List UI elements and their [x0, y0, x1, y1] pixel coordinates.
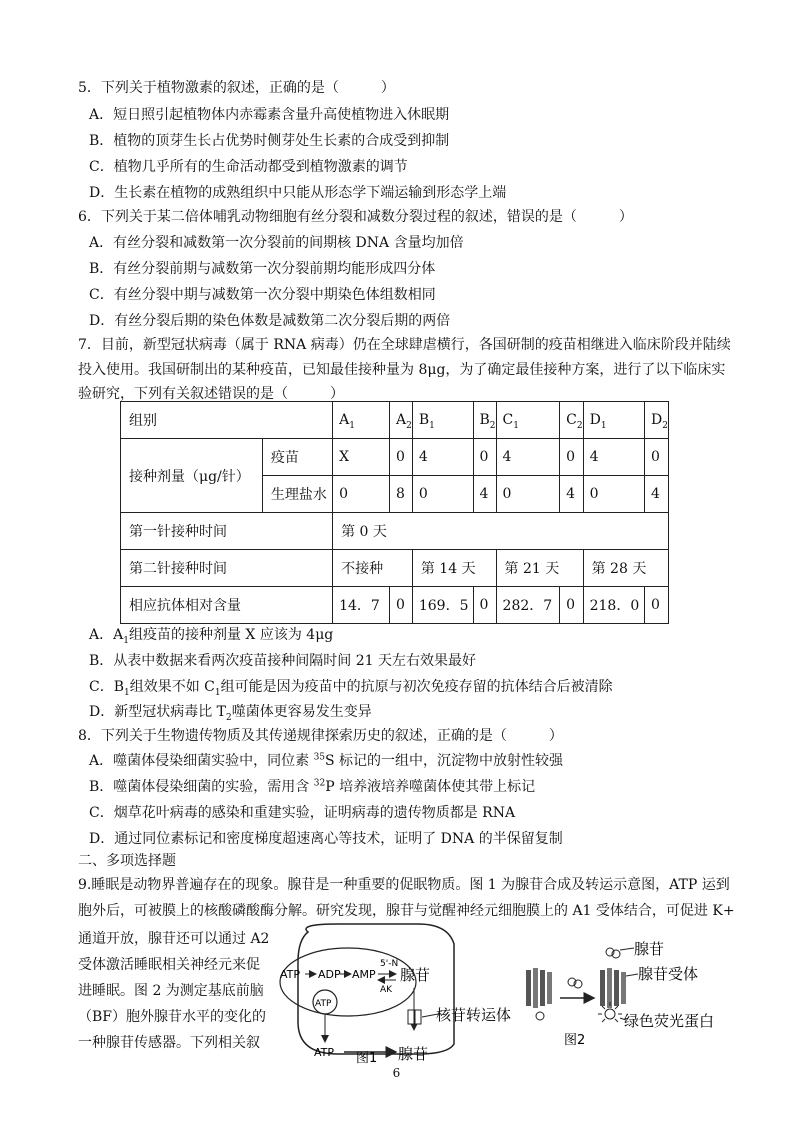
table-cell: 0	[560, 587, 583, 624]
group-b1: $B_1$	[412, 402, 473, 439]
cell-membrane	[298, 924, 454, 1054]
table-cell: 第 28 天	[583, 550, 668, 587]
table-cell: 0	[496, 476, 560, 513]
q8-stem: 8．下列关于生物遗传物质及其传递规律探索历史的叙述，正确的是（ ）	[78, 728, 563, 744]
q6-stem: 6．下列关于某二倍体哺乳动物细胞有丝分裂和减数分裂过程的叙述，错误的是（ ）	[78, 209, 633, 225]
adp-label: ADP	[318, 968, 341, 981]
q6-option-a: A．有丝分裂和减数第一次分裂前的间期核 DNA 含量均加倍	[89, 235, 464, 251]
group-a2: $A_2$	[390, 402, 413, 439]
enzyme-label: 5'-N	[380, 959, 399, 969]
table-cell: 8	[390, 476, 413, 513]
group-a1: $A_1$	[333, 402, 390, 439]
amp-label: AMP	[352, 968, 376, 981]
transporter-label: 核苷转运体	[436, 1006, 512, 1024]
table-cell: 不接种	[333, 550, 413, 587]
table-cell: 4	[583, 439, 644, 476]
group-header: 组别	[121, 402, 333, 439]
group-b2: $B_2$	[473, 402, 496, 439]
second-dose-label: 第二针接种时间	[121, 550, 333, 587]
q8-option-d: D．通过同位素标记和密度梯度超速离心等技术，证明了 DNA 的半保留复制	[89, 831, 563, 847]
table-cell: 14．7	[333, 587, 390, 624]
dose-label: 接种剂量（μg/针）	[121, 439, 263, 513]
q7-option-d: D．新型冠状病毒比 $T_2$噬菌体更容易发生变异	[89, 704, 372, 723]
experiment-table	[120, 401, 669, 624]
transporter-part	[408, 1010, 414, 1024]
table-cell: 4	[496, 439, 560, 476]
q9-side-line: 受体激活睡眠相关神经元来促	[78, 957, 260, 973]
table-cell: 第 14 天	[412, 550, 496, 587]
group-c2: $C_2$	[560, 402, 583, 439]
adenosine-label: 腺苷	[634, 940, 665, 958]
table-cell: 0	[645, 587, 669, 624]
atp-vesicle-label: ATP	[315, 999, 332, 1009]
table-cell: 第 21 天	[496, 550, 583, 587]
table-cell: 0	[390, 587, 413, 624]
q5-option-b: B．植物的顶芽生长占优势时侧芽处生长素的合成受到抑制	[89, 133, 450, 149]
q7-option-b: B．从表中数据来看两次疫苗接种间隔时间 21 天左右效果最好	[89, 653, 477, 669]
saline-label: 生理盐水	[262, 476, 332, 513]
transporter-part	[415, 1010, 421, 1024]
q7-stem-line-2: 投入使用。我国研制出的某种疫苗，已知最佳接种量为 8μg，为了确定最佳接种方案，进行了以下临床实	[78, 362, 726, 378]
leader-line	[626, 974, 638, 976]
table-row-vaccine	[121, 439, 669, 476]
table-cell: 4	[412, 439, 473, 476]
q6-option-b: B．有丝分裂前期与减数第一次分裂前期均能形成四分体	[89, 261, 436, 277]
q5-option-d: D．生长素在植物的成熟组织中只能从形态学下端运输到形态学上端	[89, 185, 507, 201]
group-d2: $D_2$	[645, 402, 669, 439]
q6-option-d: D．有丝分裂后期的染色体数是减数第二次分裂后期的两倍	[89, 313, 451, 329]
section-heading: 二、多项选择题	[78, 853, 176, 869]
table-cell: 4	[473, 476, 496, 513]
table-cell: 0	[473, 587, 496, 624]
q5-option-a: A．短日照引起植物体内赤霉素含量升高使植物进入休眠期	[89, 107, 450, 123]
page-number: 6	[392, 1066, 401, 1080]
table-row-second-dose	[121, 550, 669, 587]
table-row-first-dose	[121, 513, 669, 550]
q9-side-line: 一种腺苷传感器。下列相关叙	[78, 1035, 260, 1051]
q9-line-1: 9.睡眠是动物界普遍存在的现象。腺苷是一种重要的促眠物质。图 1 为腺苷合成及转运示意图，ATP 运到	[78, 877, 730, 893]
leader-line	[620, 948, 634, 950]
receptor-label: 腺苷受体	[638, 965, 699, 983]
adenosine-outer-label: 腺苷	[398, 1045, 429, 1063]
q5-stem: 5．下列关于植物激素的叙述，正确的是（ ）	[78, 80, 395, 96]
q8-option-a: A．噬菌体侵染细菌实验中，同位素 $^{35}$S 标记的一组中，沉淀物中放射性较强	[89, 752, 564, 769]
q9-line-2: 胞外后，可被膜上的核酸磷酸酶分解。研究发现，腺苷与觉醒神经元细胞膜上的 A1 受体结合，可促进 K+	[78, 903, 735, 919]
table-cell: 0	[412, 476, 473, 513]
q5-option-c: C．植物几乎所有的生命活动都受到植物激素的调节	[89, 159, 408, 175]
table-row-antibody	[121, 587, 669, 624]
table-cell: 0	[333, 476, 390, 513]
receptor-bound	[600, 968, 626, 1008]
ak-label: AK	[380, 985, 393, 995]
table-cell: 218．0	[583, 587, 644, 624]
figure-1	[268, 922, 530, 1068]
figure-1-caption: 图1	[356, 1051, 378, 1066]
table-cell: X	[333, 439, 390, 476]
table-cell: 4	[560, 476, 583, 513]
group-d1: $D_1$	[583, 402, 644, 439]
antibody-label: 相应抗体相对含量	[121, 587, 333, 624]
q7-option-c: C．$B_1$组效果不如 $C_1$组可能是因为疫苗中的抗原与初次免疫存留的抗体结合后被清除	[89, 679, 613, 698]
q8-option-c: C．烟草花叶病毒的感染和重建实验，证明病毒的遗传物质都是 RNA	[89, 805, 516, 821]
q9-side-text	[78, 926, 270, 1056]
vaccine-label: 疫苗	[262, 439, 332, 476]
q9-side-line: 进睡眠。图 2 为测定基底前脑	[78, 983, 264, 999]
table-cell: 0	[560, 439, 583, 476]
q9-side-line: 通道开放，腺苷还可以通过 A2	[78, 931, 270, 947]
table-cell: 4	[645, 476, 669, 513]
atp-label: ATP	[280, 968, 301, 981]
q6-option-c: C．有丝分裂中期与减数第一次分裂中期染色体组数相同	[89, 287, 436, 303]
table-cell: 0	[645, 439, 669, 476]
group-c1: $C_1$	[496, 402, 560, 439]
q9-side-line: （BF）胞外腺苷水平的变化的	[78, 1009, 267, 1025]
gfp-label: 绿色荧光蛋白	[624, 1012, 715, 1030]
figure-2-caption: 图2	[564, 1033, 586, 1048]
table-cell: 0	[583, 476, 644, 513]
q8-option-b: B．噬菌体侵染细菌的实验，需用含 $^{32}$P 培养液培养噬菌体使其带上标记	[89, 778, 536, 795]
receptor-unbound	[526, 968, 552, 1020]
table-cell: 282．7	[496, 587, 560, 624]
q7-stem-line-3: 验研究，下列有关叙述错误的是（ ）	[78, 386, 344, 402]
figure-2	[514, 938, 734, 1064]
table-cell: 0	[473, 439, 496, 476]
atp-outside-label: ATP	[314, 1046, 335, 1059]
first-dose-value: 第 0 天	[333, 513, 669, 550]
table-row-groups	[121, 402, 669, 439]
adenosine-inner-label: 腺苷	[400, 966, 431, 984]
first-dose-label: 第一针接种时间	[121, 513, 333, 550]
q7-stem-line-1: 7．目前，新型冠状病毒（属于 RNA 病毒）仍在全球肆虐横行，各国研制的疫苗相继进入临床阶段并陆续	[78, 337, 731, 353]
q7-option-a: A．$A_1$组疫苗的接种剂量 X 应该为 4μg	[89, 627, 334, 646]
table-cell: 169．5	[412, 587, 473, 624]
table-cell: 0	[390, 439, 413, 476]
